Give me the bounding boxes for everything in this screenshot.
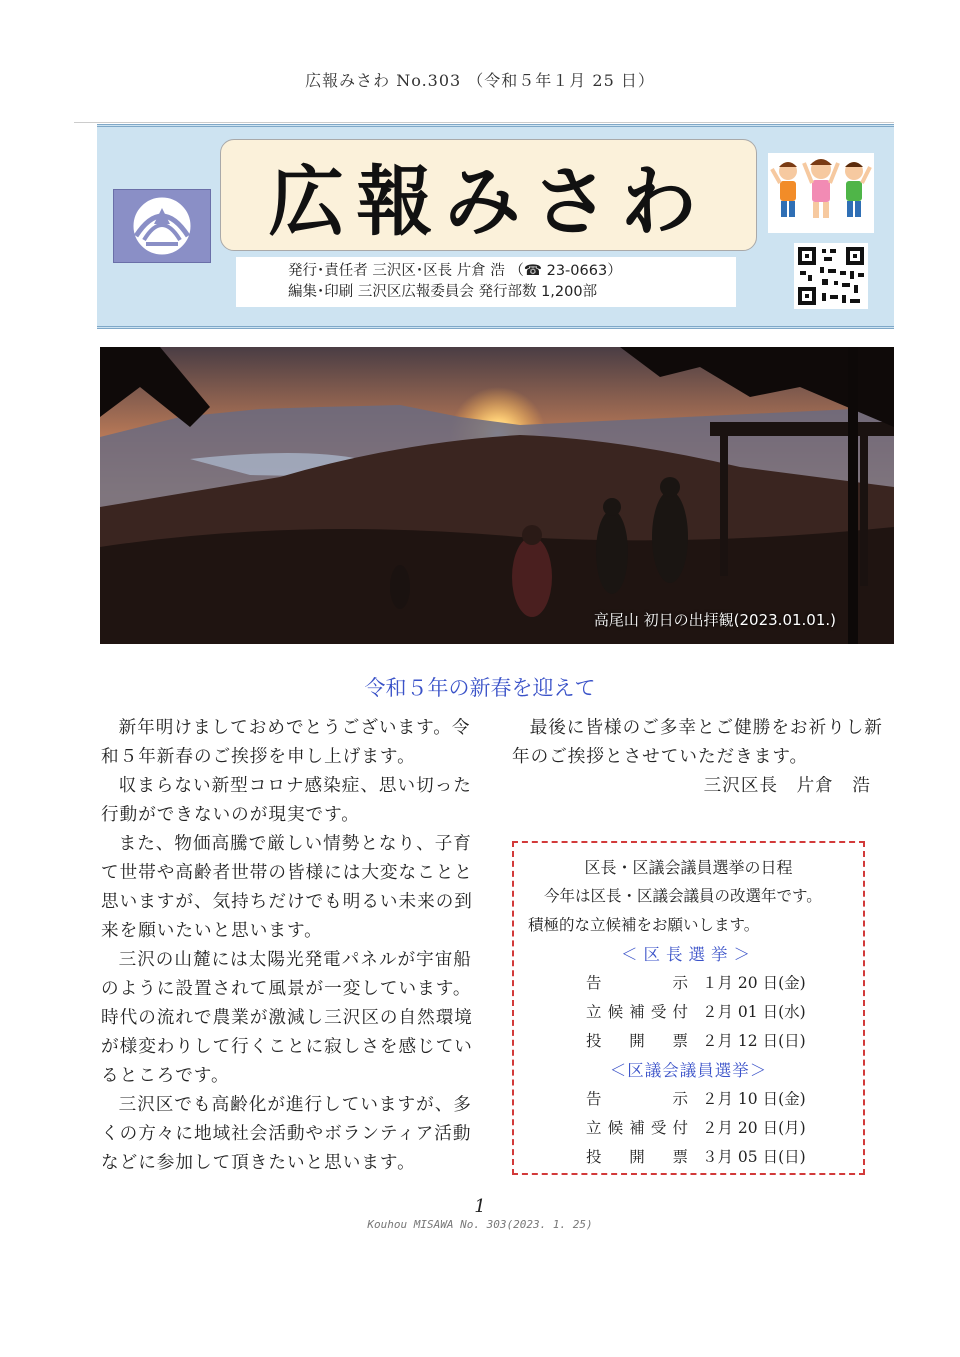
article-paragraph: 三沢の山麓には太陽光発電パネルが宇宙船のように設置されて風景が一変しています。時代の流れで農業が激減し三沢区の自然環境が様変わりして行くことに寂しさを感じているところです。: [101, 950, 473, 1086]
schedule-row-label: 告示: [586, 1090, 688, 1108]
schedule-row: [514, 969, 863, 998]
publisher-line: 発行･責任者 三沢区･区長 片倉 浩 （☎ 23-0663）: [288, 263, 622, 279]
qr-code[interactable]: [794, 243, 868, 309]
editor-line: 編集･印刷 三沢区広報委員会 発行部数 1,200部: [288, 284, 598, 300]
schedule-row-date: ２月 01 日(水): [702, 1003, 806, 1021]
schedule-row-date: １月 20 日(金): [702, 974, 806, 992]
schedule-intro: 今年は区長・区議会議員の改選年です。: [544, 887, 822, 905]
schedule-intro: 積極的な立候補をお願いします。: [528, 916, 760, 934]
sunrise-photo: [100, 347, 894, 644]
election-schedule-box: [512, 841, 865, 1175]
chief-election-heading: ＜区長選挙＞: [621, 945, 756, 964]
schedule-row: [514, 1143, 863, 1172]
village-emblem: [113, 189, 211, 263]
children-illustration: [768, 153, 874, 233]
article-paragraph: また、物価高騰で厳しい情勢となり、子育て世帯や高齢者世帯の皆様には大変なことと思いますが、気持ちだけでも明るい未来の到来を願いたいと思います。: [101, 834, 473, 941]
schedule-row: [514, 998, 863, 1027]
schedule-row-date: ２月 10 日(金): [702, 1090, 806, 1108]
sunrise-scene-illustration: [100, 347, 894, 644]
masthead: [97, 124, 894, 329]
schedule-row-label: 立候補受付: [586, 1003, 688, 1021]
children-icon: [768, 153, 874, 233]
qr-code-icon: [794, 243, 868, 309]
article-left-column: [101, 714, 476, 1178]
masthead-title-box: [220, 139, 757, 251]
schedule-row-label: 立候補受付: [586, 1119, 688, 1137]
schedule-row-label: 投開票: [586, 1148, 688, 1166]
article-signature: 三沢区長 片倉 浩: [703, 776, 871, 796]
running-header: 広報みさわ No.303 （令和５年１月 25 日）: [305, 71, 655, 90]
article-paragraph: 新年明けましておめでとうございます。令和５年新春のご挨拶を申し上げます。: [101, 718, 471, 767]
schedule-row: [514, 1027, 863, 1056]
publisher-info: [236, 257, 736, 307]
schedule-row-label: 投開票: [586, 1032, 688, 1050]
photo-caption: 高尾山 初日の出拝観(2023.01.01.): [593, 611, 836, 629]
article-closing-paragraph: 最後に皆様のご多幸とご健勝をお祈りし新年のご挨拶とさせていただきます。: [512, 718, 883, 767]
schedule-row-date: ２月 12 日(日): [702, 1032, 806, 1050]
schedule-row: [514, 1085, 863, 1114]
page-number: 1: [474, 1196, 486, 1217]
schedule-row-date: ２月 20 日(月): [702, 1119, 806, 1137]
schedule-row-label: 告示: [586, 974, 688, 992]
article-right-column: [512, 714, 887, 801]
article-paragraph: 三沢区でも高齢化が進行していますが、多くの方々に地域社会活動やボランティア活動などに参加して頂きたいと思います。: [101, 1095, 472, 1173]
masthead-title: 広報みさわ: [268, 156, 709, 246]
article-paragraph: 収まらない新型コロナ感染症、思い切った行動ができないのが現実です。: [101, 776, 472, 825]
article-headline: 令和５年の新春を迎えて: [364, 676, 596, 700]
schedule-row-date: ３月 05 日(日): [702, 1148, 806, 1166]
council-election-heading: ＜区議会議員選挙＞: [609, 1061, 768, 1080]
top-rule: [74, 122, 894, 123]
schedule-title: 区長・区議会議員選挙の日程: [584, 858, 793, 877]
page-footer: Kouhou MISAWA No. 303(2023. 1. 25): [367, 1218, 593, 1231]
emblem-icon: [114, 190, 210, 262]
schedule-row: [514, 1114, 863, 1143]
